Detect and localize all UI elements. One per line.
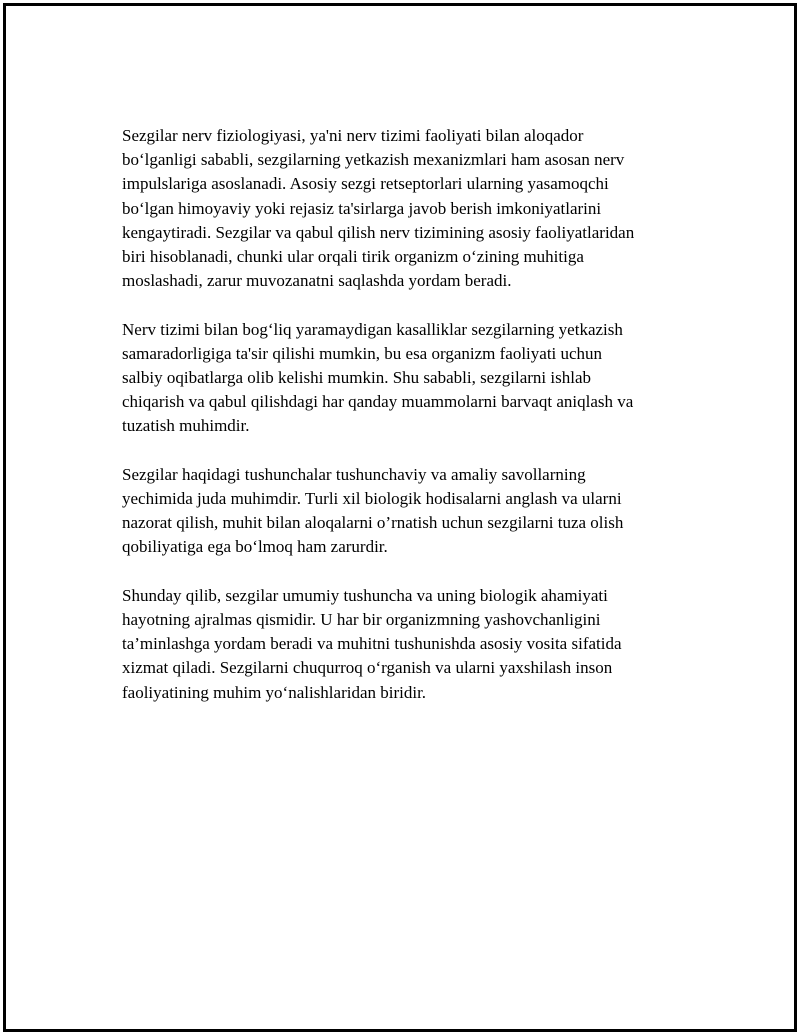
document-body xyxy=(122,124,682,729)
paragraph: Sezgilar nerv fiziologiyasi, ya'ni nerv tizimi faoliyati bilan aloqador bo‘lganligi sababli, sezgilarning yetkazish mexanizmlari ham asosan nerv impulslariga asoslanadi. Asosiy sezgi retseptorlari ularning yasamoqchi bo‘lgan himoyaviy yoki rejasiz ta'sirlarga javob berish imkoniyatlarini kengaytiradi. Sezgilar va qabul qilish nerv tizimining asosiy faoliyatlaridan biri hisoblanadi, chunki ular orqali tirik organizm o‘zining muhitiga moslashadi, zarur muvozanatni saqlashda yordam beradi. xyxy=(122,126,635,291)
paragraph: Nerv tizimi bilan bog‘liq yaramaydigan kasalliklar sezgilarning yetkazish samaradorligiga ta'sir qilishi mumkin, bu esa organizm faoliyati uchun salbiy oqibatlarga olib kelishi mumkin. Shu sababli, sezgilarni ishlab chiqarish va qabul qilishdagi har qanday muammolarni barvaqt aniqlash va tuzatish muhimdir. xyxy=(122,319,634,436)
paragraph: Sezgilar haqidagi tushunchalar tushunchaviy va amaliy savollarning yechimida juda muhimdir. Turli xil biologik hodisalarni anglash va ularni nazorat qilish, muhit bilan aloqalarni o’rnatish uchun sezgilarni tuza olish qobiliyatiga ega bo‘lmoq ham zarurdir. xyxy=(122,464,624,557)
page-border xyxy=(3,3,797,1032)
paragraph: Shunday qilib, sezgilar umumiy tushuncha va uning biologik ahamiyati hayotning ajralmas qismidir. U har bir organizmning yashovchanligini ta’minlashga yordam beradi va muhitni tushunishda asosiy vosita sifatida xizmat qiladi. Sezgilarni chuqurroq o‘rganish va ularni yaxshilash inson faoliyatining muhim yo‘nalishlaridan biridir. xyxy=(122,585,622,702)
